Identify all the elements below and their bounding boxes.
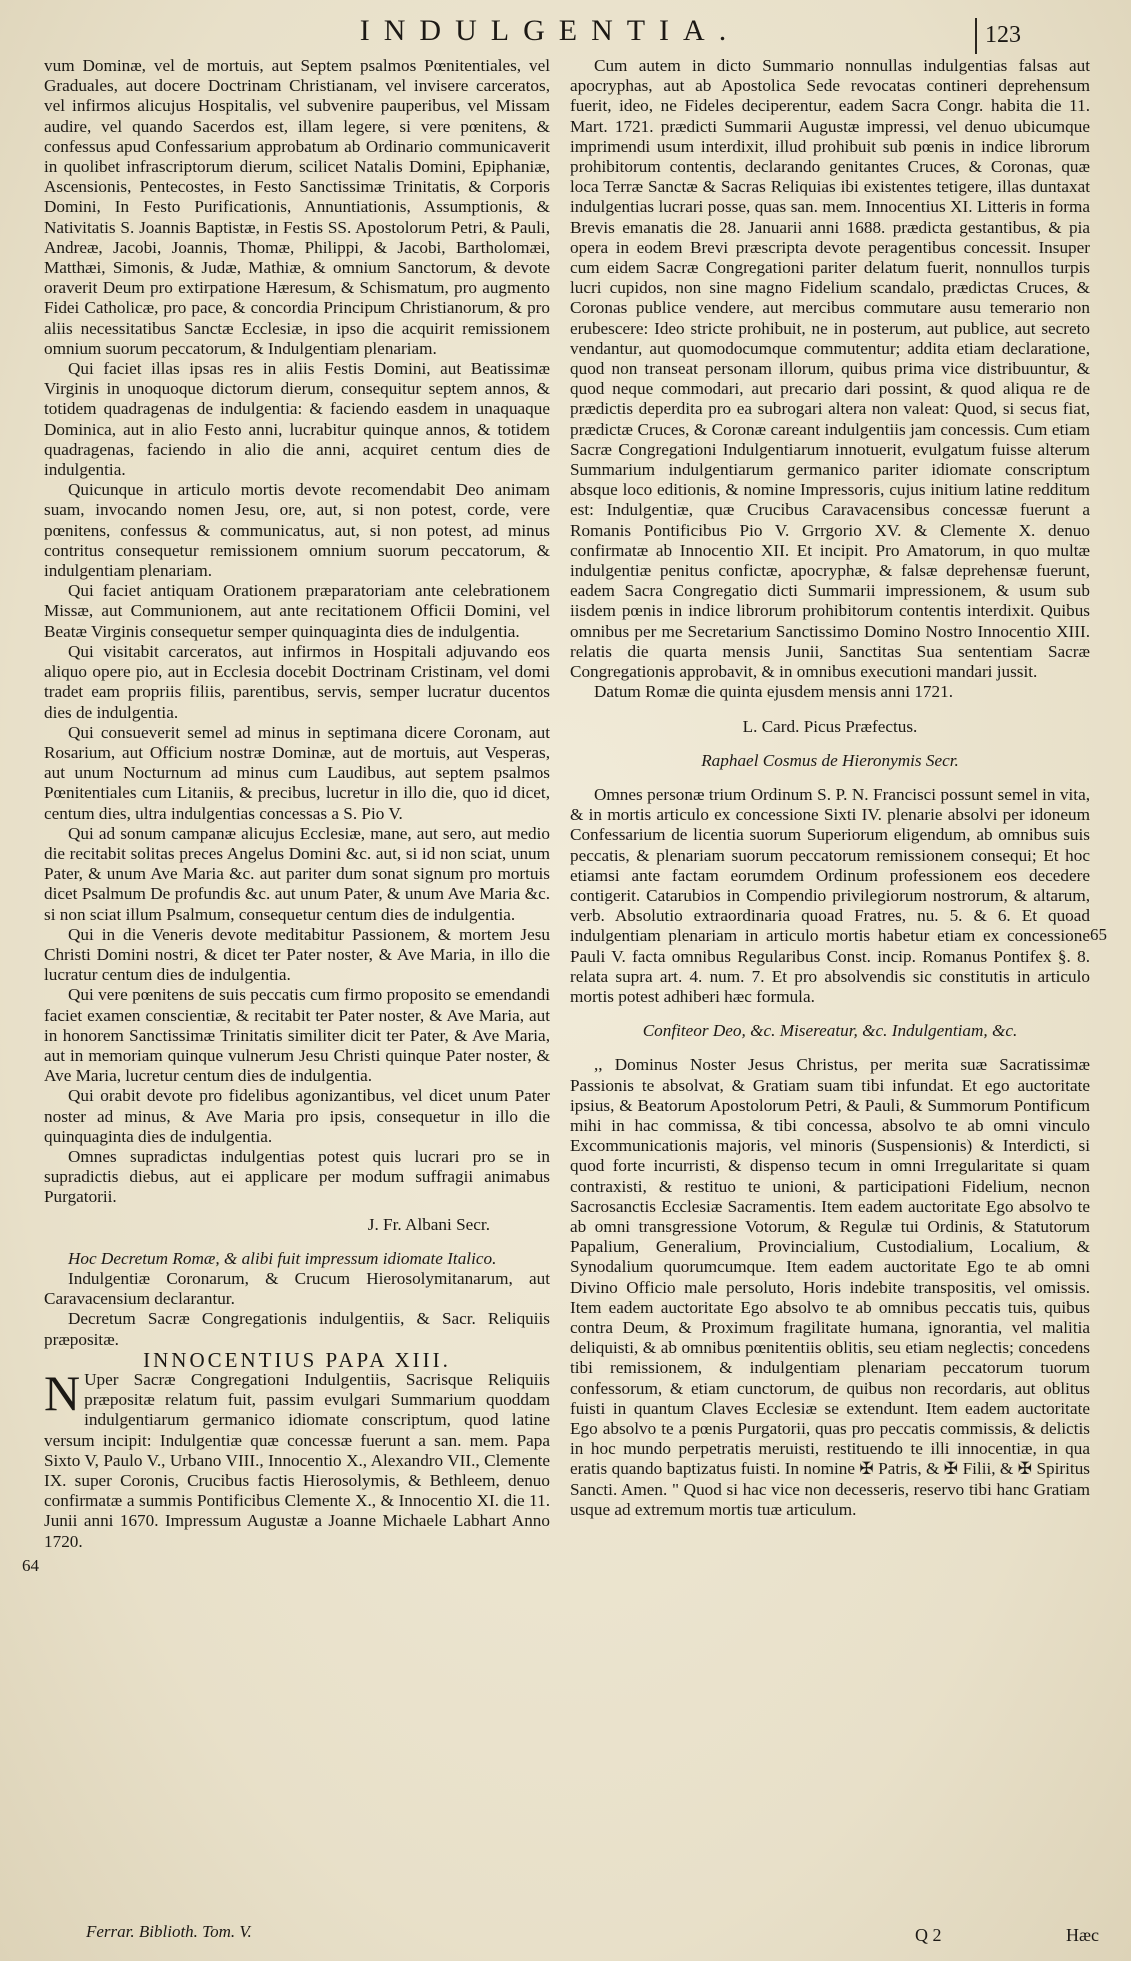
date-line: Datum Romæ die quinta ejusdem mensis anni 1721. (594, 682, 953, 702)
paragraph: Omnes personæ trium Ordinum S. P. N. Francisci possunt semel in vita, & in mortis articulo ex concessione Sixti IV. plenarie absolvi per idoneum Confessarium de licentia suorum Superiorum eligendum, ab omnibus suis peccatis, & plenariam suorum peccatorum remissionem consequi; Et hoc etiamsi ante factam eorumdem Ordinum professionem eos decedere contigerit. Catarubios in Compendio privilegiorum nostrorum, & altarum, verb. Absolutio extraordinaria quoad Fratres, nu. 5. & 6. Et quoad indulgentiam plenariam in articulo mortis habetur etiam ex concessione Pauli V. facta omnibus Regularibus Const. incip. Romanus Pontifex §. 8. relata supra art. 4. num. 7. Et pro absolvendis sic constitutis in articulo mortis potest adhiberi hæc formula. (570, 784, 1090, 1006)
catchword: Hæc (1066, 1925, 1099, 1945)
left-column (44, 56, 550, 1552)
paragraph: Cum autem in dicto Summario nonnullas indulgentias falsas aut apocryphas, aut ab Apostolica Sede revocatas contineri deprehensum fuerit, ideo, ne Fideles deciperentur, eadem Sacra Congr. habita die 11. Mart. 1721. prædicti Summarii Augustæ impressi, vel denuo ubicumque imprimendi usum interdixit, illud prohibuit sub pœnis in indice librorum prohibitorum contentis, declarando genitantes Cruces, & Coronas, quæ loca Terræ Sanctæ & Sacras Reliquias ibi existentes tetigere, illas duntaxat indulgentias lucrari posse, quas san. mem. Innocentius XI. Litteris in forma Brevis emanatis die 28. Januarii anni 1688. prædicta gestantibus, & pia opera in eodem Brevi præscripta devote peragentibus concessit. Insuper cum eidem Sacræ Congregationi pariter delatum fuerit, nonnullos turpis lucri cupidos, non sine magno Fidelium scandalo, prædictas Cruces, & Coronas publice vendere, aut mercibus commutare ausu temerario non erubescere: Ideo stricte prohibuit, ne in posterum, aut publice, aut secreto vendantur, aut quomodocumque commutentur; addita etiam declaratione, quod non transeat personam illorum, quibus prima vice distribuuntur, & quod neque commodari, aut precario dari possint, & quod aliqua re de prædictis deperdita pro ea subrogari altera non valeat: Quod, si secus fiat, prædictæ Cruces, & Coronæ careant indulgentiis jam concessis. Cum etiam Sacræ Congregationi Indulgentiarum innotuerit, evulgatum fuisse alterum Summarium indulgentiarum germanico pariter idiomate conscriptum absque loco editionis, & nomine Impressoris, cujus initium latine redditum est: Indulgentiæ, quæ Crucibus Caravacensibus concessæ fuerunt a Romanis Pontificibus Pio V. Grrgorio XV. & Clemente X. denuo confirmatæ ab Innocentio XII. Et incipit. Pro Amatorum, in quo multæ indulgentiæ penitus confictæ, apocryphæ, & falsæ deprehensæ fuerunt, eadem Sacra Congregatio dicti Summarii impressionem, & usum sub iisdem pœnis in indice librorum prohibitorum contentis interdixit. Quibus omnibus per me Secretarium Sanctissimo Domino Nostro Innocentio XIII. relatis die quarta mensis Junii, Sanctitas Sua sententiam Sacræ Congregationis approbavit, & in omnibus executioni mandari jussit. (570, 56, 1090, 682)
running-head: INDULGENTIA. (359, 14, 741, 47)
page-number: 123 (985, 22, 1021, 48)
section-title: INNOCENTIUS PAPA XIII. (143, 1347, 451, 1372)
paragraph: Omnes supradictas indulgentias potest quis lucrari pro se in supradictis diebus, aut ei applicare per modum suffragii animabus Purgatorii. (44, 1146, 550, 1207)
paragraph: Qui vere pœnitens de suis peccatis cum firmo proposito se emendandi faciet examen conscientiæ, & recitabit ter Pater noster, & Ave Maria, aut in honorem Sanctissimæ Trinitatis similiter dicit ter Pater, & Ave Maria, aut in memoriam quinque vulnerum Jesu Christi quinque Pater noster, & Ave Maria, lucretur centum dies de indulgentia. (44, 985, 550, 1086)
signature-mark: Q 2 (915, 1925, 942, 1945)
paragraph: Qui faciet illas ipsas res in aliis Festis Domini, aut Beatissimæ Virginis in unoquoque dictorum dierum, consequitur septem annos, & totidem quadragenas de indulgentia: & faciendo easdem in unaquaque Dominica, aut in alio Festo anni, lucrabitur quinque annos, & totidem quadragenas, faciendo in alio die anni, acquiret centum dies de indulgentia. (44, 359, 550, 480)
absolution-formula: ,, Dominus Noster Jesus Christus, per merita suæ Sacratissimæ Passionis te absolvat, & Gratiam suam tibi infundat. Et ego auctoritate ipsius, & Beatorum Apostolorum Petri, & Pauli, & Summorum Pontificum mihi in hac commissa, & tibi concessa, absolvo te ab omni vinculo Excommunicationis majoris, vel minoris (Suspensionis) & Interdicti, si quod forte incurristi, & dispenso tecum in omni Irregularitate si quam contraxisti, & restituo te unioni, & participationi Fidelium, necnon Sacrosanctis Ecclesiæ Sacramentis. Item eadem auctoritate Ego absolvo te ab omni transgressione Votorum, & Regulæ tui Ordinis, & Statutorum Papalium, Generalium, Provincialium, Custodialium, Localium, & Synodalium quorumcumque. Item eadem auctoritate Ego te ab omni Divino Officio male persoluto, Horis indebite transpositis, vel omissis. Item eadem auctoritate Ego absolvo te ab omnibus peccatis tuis, quibus contra Deum, & Proximum fragilitate humana, ignorantia, vel malitia deliquisti, & ab omnibus pœnitentiis oblitis, seu etiam neglectis; concedens tibi remissionem, & indulgentiam plenariam peccatorum tuorum confessorum, & etiam cunctorum, de quibus non recordaris, aut oblitus fuisti in quantum Claves Ecclesiæ se extendunt. Item eadem auctoritate Ego absolvo te a pœnis Purgatorii, quas pro peccatis commissis, & delictis in hoc mundo perpetratis meruisti, restituendo te illi innocentiæ, in qua eratis quando baptizatus fuisti. In nomine ✠ Patris, & ✠ Filii, & ✠ Spiritus Sancti. Amen. " Quod si hac vice non decesseris, reservo tibi hanc Gratiam usque ad extremum mortis tuæ articulum. (570, 1055, 1090, 1519)
formula-title: Confiteor Deo, &c. Misereatur, &c. Indulgentiam, &c. (642, 1021, 1018, 1041)
paragraph: Qui in die Veneris devote meditabitur Passionem, & mortem Jesu Christi Domini nostri, & dicet ter Pater noster, & Ave Maria, in illo die lucratur centum dies de indulgentia. (44, 924, 550, 985)
right-column (570, 56, 1090, 1520)
drop-cap: N (44, 1365, 81, 1421)
paragraph: Qui visitabit carceratos, aut infirmos in Hospitali adjuvando eos aliquo opere pio, aut in Ecclesia docebit Doctrinam Cristinam, vel domi tradet eam propriis filiis, parentibus, servis, semper lucratur ducentos dies de indulgentia. (44, 641, 550, 722)
margin-number-64: 64 (22, 1556, 39, 1575)
decree-text: Uper Sacræ Congregationi Indulgentiis, Sacrisque Reliquiis præpositæ relatum fuit, passim evulgari Summarium quoddam indulgentiarum germanico idiomate conscriptum, quod latine versum incipit: Indulgentiæ quæ concessæ fuerunt a san. mem. Papa Sixto V, Paulo V., Urbano VIII., Innocentio X., Alexandro VII., Clemente IX. super Coronis, Crucibus factis Hierosolymis, & Bethleem, denuo confirmatæ a summis Pontificibus Clemente X., & Innocentio XI. die 11. Junii anni 1670. Impressum Augustæ a Joanne Michaele Labhart Anno 1720. (44, 1370, 550, 1551)
signature-picus: L. Card. Picus Præfectus. (742, 716, 918, 736)
paragraph: vum Dominæ, vel de mortuis, aut Septem psalmos Pœnitentiales, vel Graduales, aut docere Doctrinam Christianam, vel invisere carceratos, vel infirmos alicujus Hospitalis, vel subvenire pauperibus, vel Missam audire, vel quando Sacerdos est, illam legere, si vere pœnitens, & confessus apud Confessarium approbatum ab Ordinario communicaverit in quolibet infrascriptorum dierum, scilicet Natalis Domini, Epiphaniæ, Ascensionis, Pentecostes, in Festo Sanctissimæ Trinitatis, & Corporis Domini, In Festo Purificationis, Annuntiationis, Assumptionis, & Nativitatis S. Joannis Baptistæ, in Festis SS. Apostolorum Petri, & Pauli, Andreæ, Jacobi, Joannis, Thomæ, Philippi, & Jacobi, Bartholomæi, Matthæi, Simonis, & Judæ, Mathiæ, & omnium Sanctorum, & devote oraverit Deum pro extirpatione Hæresum, & Schismatum, pro augmento Fidei Catholicæ, pro pace, & concordia Principum Christianorum, & pro aliis necessitatibus Sanctæ Ecclesiæ, in ipso die acquirit remissionem omnium suorum peccatorum, & Indulgentiam plenariam. (44, 56, 550, 358)
paragraph: Decretum Sacræ Congregationis indulgentiis, & Sacr. Reliquiis præpositæ. (44, 1309, 550, 1349)
paragraph: Indulgentiæ Coronarum, & Crucum Hierosolymitanarum, aut Caravacensium declarantur. (44, 1268, 550, 1309)
paragraph: Qui ad sonum campanæ alicujus Ecclesiæ, mane, aut sero, aut medio die recitabit solitas preces Angelus Domini &c. aut, si id non sciat, unum Pater, & unum Ave Maria &c. aut pariter dum sonat signum pro mortuis dicet Psalmum De profundis &c. aut unum Pater, & unum Ave Maria &c. si non sciat illum Psalmum, consequetur centum dies de indulgentia. (44, 823, 550, 924)
margin-number-65: 65 (1090, 925, 1107, 944)
page-header (0, 14, 1131, 54)
signature-hieronymis: Raphael Cosmus de Hieronymis Secr. (701, 750, 959, 770)
paragraph: Quicunque in articulo mortis devote recomendabit Deo animam suam, invocando nomen Jesu, ore, aut, si non potest, corde, vere pœnitens, confessus & communicatus, aut, si non potest, ad minus contritus consequetur remissionem omnium suorum peccatorum, & indulgentiam plenariam. (44, 480, 550, 581)
paragraph: Qui faciet antiquam Orationem præparatoriam ante celebrationem Missæ, aut Communionem, aut ante recitationem Officii Domini, vel Beatæ Virginis consequetur semper quinquaginta dies de indulgentia. (44, 581, 550, 641)
footer-reference: Ferrar. Biblioth. Tom. V. (86, 1922, 252, 1941)
paragraph: Qui consueverit semel ad minus in septimana dicere Coronam, aut Rosarium, aut Officium nostræ Dominæ, aut de mortuis, aut Vesperas, aut unum Nocturnum ad minus cum Laudibus, aut septem psalmos Pœnitentiales cum Litaniis, & precibus, lucretur in illo die, quo id dicet, centum dies, ultra indulgentias concessas a S. Pio V. (44, 722, 550, 823)
paragraph: Qui orabit devote pro fidelibus agonizantibus, vel dicet unum Pater noster ad minus, & Ave Maria pro ipsis, consequetur in illo die quinquaginta dies de indulgentia. (44, 1086, 550, 1146)
header-rule (975, 18, 977, 54)
signature-albani: J. Fr. Albani Secr. (367, 1214, 490, 1234)
decree-note: Hoc Decretum Romæ, & alibi fuit impressum idiomate Italico. (68, 1248, 497, 1268)
decree-paragraph (44, 1365, 550, 1552)
